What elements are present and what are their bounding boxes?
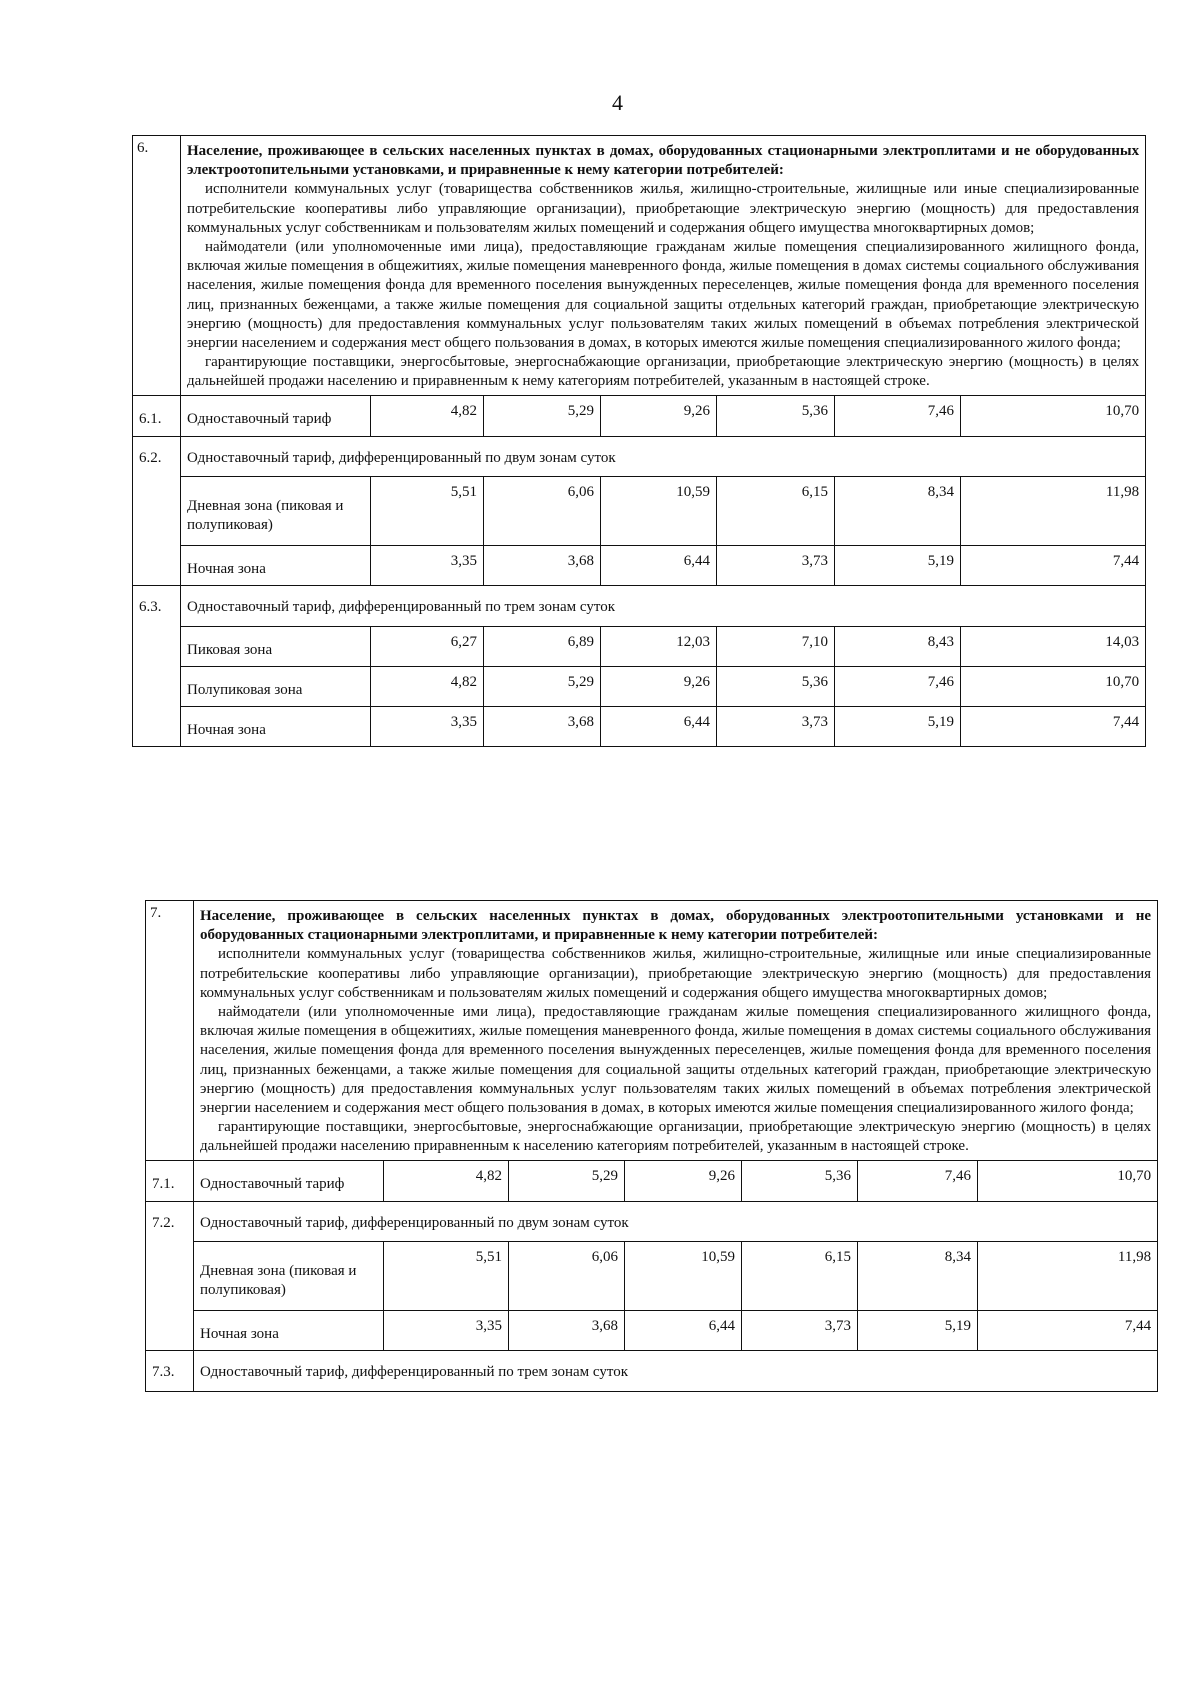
zone-label: Ночная зона — [181, 706, 371, 746]
zone-row — [133, 546, 1146, 586]
value-cell: 5,29 — [484, 396, 601, 436]
zone-label: Дневная зона (пиковая и полупиковая) — [194, 1241, 384, 1310]
table-row — [146, 1351, 1158, 1391]
value-cell: 8,34 — [858, 1241, 978, 1310]
row-number: 6.3. — [133, 586, 181, 747]
value-cell: 9,26 — [601, 666, 717, 706]
value-cell: 7,44 — [961, 546, 1146, 586]
row-number: 7.2. — [146, 1201, 194, 1351]
value-cell: 7,46 — [835, 396, 961, 436]
page-number: 4 — [612, 90, 623, 115]
section-paragraph: исполнители коммунальных услуг (товарищества собственников жилья, жилищно-строительные, жилищные или иные специализированные потребительские кооперативы либо управляющие организации), приобретающие электрическую энергию (мощность) для предоставления коммунальных услуг собственникам и пользователям жилых помещений и содержания общего имущества многоквартирных домов; — [187, 181, 1140, 236]
value-cell: 6,06 — [484, 476, 601, 545]
value-cell: 7,46 — [835, 666, 961, 706]
section-description — [194, 901, 1158, 1161]
section-paragraph: наймодатели (или уполномоченные ими лица), предоставляющие гражданам жилые помещения специализированного жилищного фонда, включая жилые помещения в общежитиях, жилые помещения маневренного фонда, жилые помещения в домах системы социального обслуживания населения, жилые помещения фонда для временного поселения вынужденных переселенцев, жилые помещения фонда для временного поселения лиц, признанных беженцами, а также жилые помещения для социальной защиты отдельных категорий граждан, приобретающие электрическую энергию (мощность) для предоставления коммунальных услуг пользователям таких жилых помещений в объемах потребления электрической энергии населением и содержания мест общего пользования в домах, в которых имеются жилые помещения специализированного жилого фонда; — [200, 1003, 1152, 1116]
value-cell: 8,43 — [835, 626, 961, 666]
value-cell: 3,68 — [509, 1311, 625, 1351]
value-cell: 6,06 — [509, 1241, 625, 1310]
value-cell: 3,73 — [742, 1311, 858, 1351]
zone-row — [133, 476, 1146, 545]
value-cell: 3,68 — [484, 546, 601, 586]
value-cell: 5,19 — [835, 706, 961, 746]
value-cell: 5,29 — [509, 1161, 625, 1201]
value-cell: 10,70 — [961, 396, 1146, 436]
section-number: 6. — [133, 136, 181, 396]
value-cell: 5,19 — [858, 1311, 978, 1351]
zone-row — [146, 1311, 1158, 1351]
value-cell: 4,82 — [371, 666, 484, 706]
value-cell: 6,89 — [484, 626, 601, 666]
row-number: 7.1. — [146, 1161, 194, 1201]
value-cell: 10,59 — [625, 1241, 742, 1310]
zone-label: Пиковая зона — [181, 626, 371, 666]
section-description — [181, 136, 1146, 396]
value-cell: 7,46 — [858, 1161, 978, 1201]
value-cell: 10,70 — [961, 666, 1146, 706]
table-row — [146, 1201, 1158, 1241]
value-cell: 6,27 — [371, 626, 484, 666]
row-number: 6.1. — [133, 396, 181, 436]
section-paragraph: исполнители коммунальных услуг (товарищества собственников жилья, жилищно-строительные, жилищные или иные специализированные потребительские кооперативы либо управляющие организации), приобретающие электрическую энергию (мощность) для предоставления коммунальных услуг собственникам и пользователям жилых помещений и содержания общего имущества многоквартирных домов; — [200, 946, 1152, 1001]
value-cell: 9,26 — [625, 1161, 742, 1201]
tariff-table-section-6 — [132, 135, 1146, 747]
row-label: Одноставочный тариф, дифференцированный по трем зонам суток — [194, 1351, 1158, 1391]
value-cell: 3,35 — [371, 706, 484, 746]
value-cell: 6,44 — [601, 706, 717, 746]
value-cell: 14,03 — [961, 626, 1146, 666]
value-cell: 5,29 — [484, 666, 601, 706]
value-cell: 10,70 — [978, 1161, 1158, 1201]
table-row — [133, 436, 1146, 476]
zone-label: Ночная зона — [194, 1311, 384, 1351]
value-cell: 3,68 — [484, 706, 601, 746]
row-number: 7.3. — [146, 1351, 194, 1391]
row-label: Одноставочный тариф, дифференцированный по трем зонам суток — [181, 586, 1146, 626]
section-header-row — [146, 901, 1158, 1161]
value-cell: 5,51 — [384, 1241, 509, 1310]
row-label: Одноставочный тариф, дифференцированный по двум зонам суток — [194, 1201, 1158, 1241]
value-cell: 5,51 — [371, 476, 484, 545]
value-cell: 10,59 — [601, 476, 717, 545]
value-cell: 3,73 — [717, 706, 835, 746]
row-number: 6.2. — [133, 436, 181, 586]
row-label: Одноставочный тариф — [181, 396, 371, 436]
table-row — [133, 396, 1146, 436]
value-cell: 11,98 — [961, 476, 1146, 545]
section-paragraph: гарантирующие поставщики, энергосбытовые, энергоснабжающие организации, приобретающие электрическую энергию (мощность) в целях дальнейшей продажи населению и приравненным к нему категориям потребителей, указанным в настоящей строке. — [187, 354, 1140, 390]
zone-row — [146, 1241, 1158, 1310]
value-cell: 11,98 — [978, 1241, 1158, 1310]
value-cell: 4,82 — [371, 396, 484, 436]
zone-label: Дневная зона (пиковая и полупиковая) — [181, 476, 371, 545]
value-cell: 5,36 — [717, 666, 835, 706]
value-cell: 9,26 — [601, 396, 717, 436]
value-cell: 12,03 — [601, 626, 717, 666]
value-cell: 6,15 — [742, 1241, 858, 1310]
value-cell: 6,44 — [625, 1311, 742, 1351]
zone-label: Полупиковая зона — [181, 666, 371, 706]
value-cell: 7,10 — [717, 626, 835, 666]
value-cell: 3,35 — [371, 546, 484, 586]
value-cell: 8,34 — [835, 476, 961, 545]
value-cell: 6,44 — [601, 546, 717, 586]
section-number: 7. — [146, 901, 194, 1161]
section-paragraph: гарантирующие поставщики, энергосбытовые, энергоснабжающие организации, приобретающие электрическую энергию (мощность) в целях дальнейшей продажи населению приравненным к населению категориям потребителей, указанным в настоящей строке. — [200, 1119, 1152, 1155]
zone-row — [133, 626, 1146, 666]
table-row — [146, 1161, 1158, 1201]
zone-row — [133, 666, 1146, 706]
zone-row — [133, 706, 1146, 746]
value-cell: 3,35 — [384, 1311, 509, 1351]
tariff-table-section-7 — [145, 900, 1158, 1392]
value-cell: 5,36 — [717, 396, 835, 436]
value-cell: 5,19 — [835, 546, 961, 586]
value-cell: 3,73 — [717, 546, 835, 586]
zone-label: Ночная зона — [181, 546, 371, 586]
section-header-row — [133, 136, 1146, 396]
row-label: Одноставочный тариф — [194, 1161, 384, 1201]
value-cell: 7,44 — [961, 706, 1146, 746]
value-cell: 7,44 — [978, 1311, 1158, 1351]
value-cell: 4,82 — [384, 1161, 509, 1201]
table-row — [133, 586, 1146, 626]
section-heading: Население, проживающее в сельских населенных пунктах в домах, оборудованных электроотопительными установками и не оборудованных стационарными электроплитами, и приравненные к нему категории потребителей: — [200, 908, 1152, 944]
section-paragraph: наймодатели (или уполномоченные ими лица), предоставляющие гражданам жилые помещения специализированного жилищного фонда, включая жилые помещения в общежитиях, жилые помещения маневренного фонда, жилые помещения в домах системы социального обслуживания населения, жилые помещения фонда для временного поселения вынужденных переселенцев, жилые помещения фонда для временного поселения лиц, признанных беженцами, а также жилые помещения для социальной защиты отдельных категорий граждан, приобретающие электрическую энергию (мощность) для предоставления коммунальных услуг пользователям таких жилых помещений в объемах потребления электрической энергии населением и содержания мест общего пользования в домах, в которых имеются жилые помещения специализированного жилого фонда; — [187, 238, 1140, 351]
row-label: Одноставочный тариф, дифференцированный по двум зонам суток — [181, 436, 1146, 476]
section-heading: Население, проживающее в сельских населенных пунктах в домах, оборудованных стационарными электроплитами и не оборудованных электроотопительными установками, и приравненные к нему категории потребителей: — [187, 143, 1140, 179]
value-cell: 5,36 — [742, 1161, 858, 1201]
value-cell: 6,15 — [717, 476, 835, 545]
